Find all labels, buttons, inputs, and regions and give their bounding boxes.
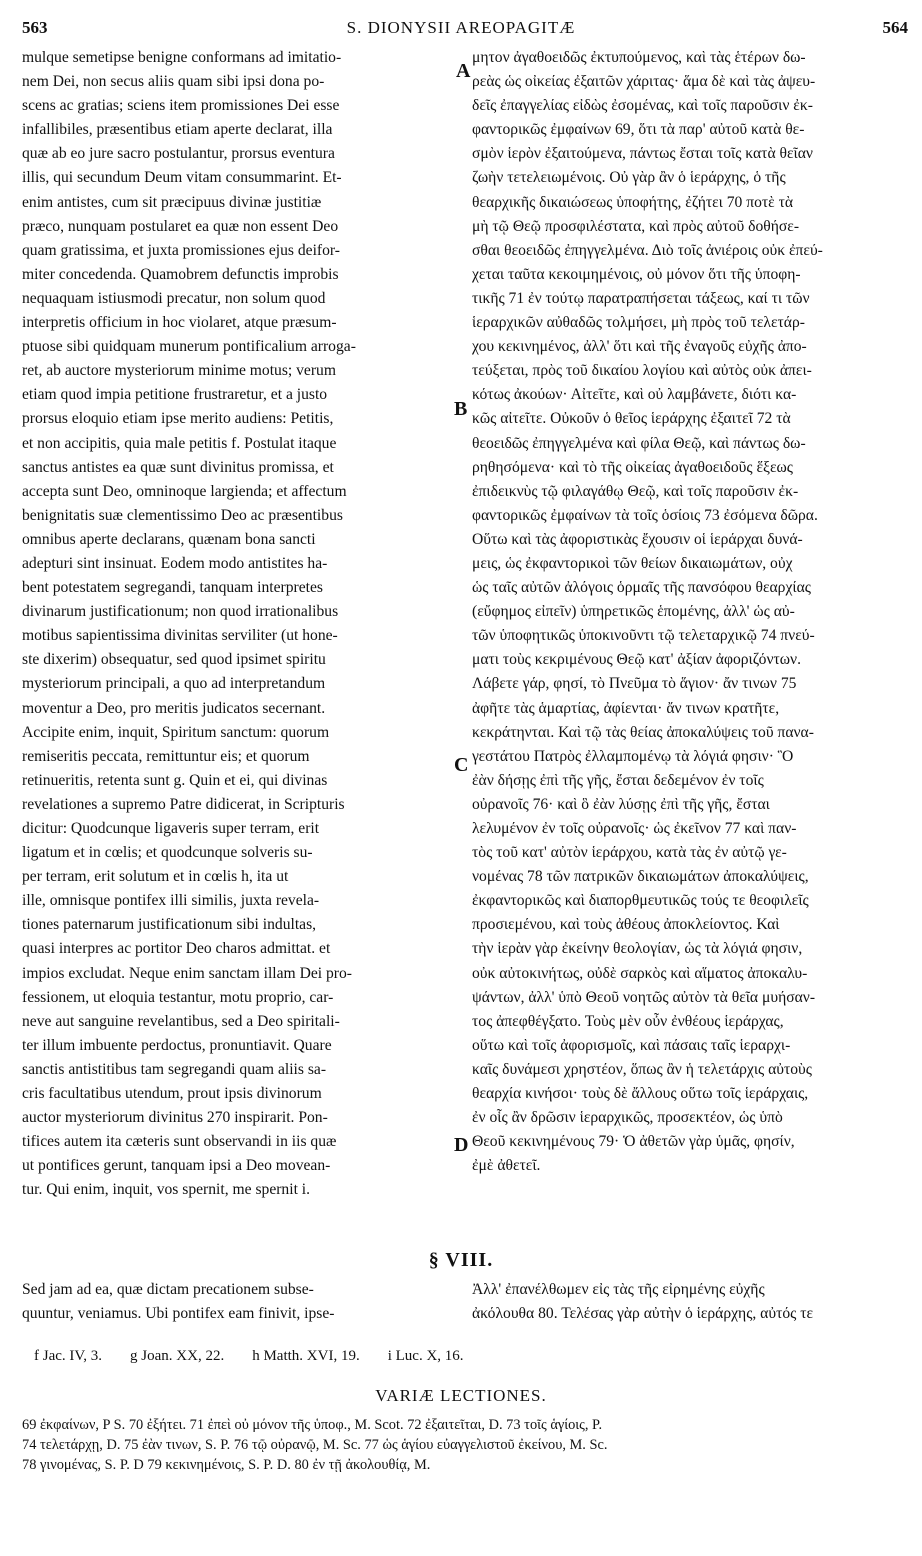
greek-text-line: προσιεμένου, καὶ τοὺς ἀθέους ἀποκλείοντος. Καὶ: [472, 916, 780, 934]
latin-text-line: mulque semetipse benigne conformans ad imitatio-: [22, 49, 342, 66]
latin-text-line: fessionem, ut eloquia testantur, motu proprio, car-: [22, 988, 334, 1006]
greek-text-line: ψάντων, ἀλλ' ὑπὸ Θεοῦ νοητῶς αὐτὸν τὰ θεῖα μυήσαν-: [472, 988, 816, 1006]
greek-text-line: γεστάτου Πατρὸς ἐλλαμπομένῳ τὰ λόγιά φησιν· Ὃ: [472, 747, 794, 765]
greek-text-line: τὴν ἱερὰν γὰρ ἐκείνην θεολογίαν, ὡς τὰ λόγιά φησιν,: [472, 940, 803, 958]
variant-reading-line: 69 ἐκφαίνων, P S. 70 ἐξήτει. 71 ἐπεὶ οὐ μόνον τῆς ὑποφ., M. Scot. 72 ἐξαιτεῖται, D. 73 τοῖς ἁγίοις, P.: [22, 1417, 603, 1433]
latin-text-line: revelationes a supremo Patre didicerat, in Scripturis: [22, 795, 345, 813]
latin-text-line: ste dixerim) obsequatur, sed quod ipsimet spiritu: [22, 651, 326, 669]
greek-text-line: ρηθησόμενα· καὶ τὸ τῆς οἰκείας ἀγαθοειδοῦς ἕξεως: [472, 458, 793, 476]
latin-text-line: benignitatis suæ clementissimo Deo ac præsentibus: [22, 506, 343, 524]
greek-text-line: φαντορικῶς ἐμφαίνων τὰ τοῖς ὁσίοις 73 ἐσόμενα δῶρα.: [472, 506, 818, 524]
greek-text-line: κῶς αἰτεῖτε. Οὐκοῦν ὁ θεῖος ἱεράρχης ἐξαιτεῖ 72 τὰ: [472, 410, 791, 428]
latin-text-line: etiam quod impia petitione frustraretur, et a justo: [22, 386, 328, 404]
latin-text-line: motibus sapientissima divinitas serviliter (ut hone-: [22, 627, 338, 645]
variae-lectiones: [22, 1415, 912, 1475]
latin-text-line: mysteriorum principali, a quo ad interpretandum: [22, 675, 326, 693]
greek-text-line: νομένας 78 τῶν πατρικῶν δικαιωμάτων ἀποκαλύψεις,: [472, 868, 809, 886]
greek-text-line: ἐμὲ ἀθετεῖ.: [472, 1157, 541, 1175]
greek-text-line: ματι τοὺς κεκριμένους Θεῷ κατ' ἀξίαν ἀφοριζόντων.: [472, 651, 801, 669]
latin-text-line: nequaquam istiusmodi precatur, non solum quod: [22, 289, 326, 307]
section-latin-line: quuntur, veniamus. Ubi pontifex eam finivit, ipse-: [22, 1305, 335, 1323]
latin-text-line: retinueritis, retenta sunt g. Quin et ei, qui divinas: [22, 771, 328, 789]
footnotes: [34, 1348, 492, 1365]
latin-text-line: adepturi sint insinuat. Eodem modo antistites ha-: [22, 554, 328, 572]
page-header: [0, 18, 922, 44]
margin-mark-d: D: [454, 1134, 469, 1156]
latin-text-line: ille, omnisque pontifex illi similis, juxta revela-: [22, 892, 320, 910]
latin-text-line: moventur a Deo, pro meritis judicatos secernant.: [22, 699, 326, 717]
greek-text-line: ἐκφαντορικῶς καὶ διαπορθμευτικῶς τούς τε θεοφιλεῖς: [472, 892, 809, 910]
greek-text-line: ὡς ταῖς αὐτῶν ἀλόγοις ὁρμαῖς τῆς πανσόφου θεαρχίας: [472, 579, 811, 597]
greek-text-line: ἱεραρχικῶν αὐθαδῶς τολμήσει, μὴ πρὸς τοῦ τελετάρ-: [472, 314, 805, 332]
footnote: h Matth. XVI, 19.: [252, 1348, 360, 1364]
greek-text-line: δεῖς ἐπαγγελίας εἰδὼς ἐσομένας, καὶ τοῖς παροῦσιν ἐκ-: [472, 97, 813, 115]
greek-text-line: τῶν ὑποφητικῶς ὑποκινοῦντι τῷ τελεταρχικῷ 74 πνεύ-: [472, 627, 815, 645]
greek-text-line: ἐπιδεικνὺς τῷ φιλαγάθῳ Θεῷ, καὶ τοῖς παροῦσιν ἐκ-: [472, 482, 799, 500]
margin-mark-b: B: [454, 398, 468, 420]
latin-text-line: et non accipitis, quia male petitis f. Postulat itaque: [22, 434, 337, 452]
latin-text-line: ter illum imbuente perdoctus, pronuntiavit. Quare: [22, 1036, 332, 1054]
latin-text-line: cris facultatibus utendum, prout ipsis divinorum: [22, 1085, 322, 1103]
variant-reading-line: 74 τελετάρχῃ, D. 75 ἐὰν τινων, S. P. 76 τῷ οὐρανῷ, M. Sc. 77 ὡς ἁγίου εὐαγγελιστοῦ ἐκείνου, M. Sc.: [22, 1437, 608, 1453]
latin-text-line: tur. Qui enim, inquit, vos spernit, me spernit i.: [22, 1181, 311, 1199]
section-latin-line: Sed jam ad ea, quæ dictam precationem subse-: [22, 1281, 314, 1298]
latin-text-line: tifices autem ita cæteris sunt observandi in iis quæ: [22, 1133, 337, 1151]
latin-column: [22, 46, 454, 1203]
greek-text-line: τικῆς 71 ἐν τούτῳ παρατραπήσεται τάξεως, καί τι τῶν: [472, 289, 810, 307]
section-heading: § VIII.: [428, 1249, 494, 1271]
latin-text-line: bent potestatem segregandi, tanquam interpretes: [22, 579, 323, 597]
greek-text-line: (εὔφημος εἰπεῖν) ὑπηρετικῶς ἑπομένης, ἀλλ' ὡς αὐ-: [472, 603, 795, 621]
latin-text-line: sanctus antistes ea quæ sunt divinitus promissa, et: [22, 458, 334, 476]
greek-text-line: οὕτω καὶ τοῖς ἀφορισμοῖς, καὶ πάσαις ταῖς ἱεραρχι-: [472, 1036, 791, 1054]
latin-text-line: per terram, erit solutum et in cœlis h, ita ut: [22, 868, 289, 886]
margin-mark-c: C: [454, 754, 469, 776]
latin-text-line: ptuose sibi quidquam munerum pontificalium arroga-: [22, 338, 356, 356]
footnote: i Luc. X, 16.: [387, 1348, 464, 1364]
greek-text-line: χεται ταῦτα κεκοιμημένοις, οὐ μόνον ὅτι τῆς ὑποφη-: [472, 265, 801, 283]
latin-text-line: prorsus eloquio etiam ipse merito audiens: Petitis,: [22, 410, 334, 428]
latin-text-line: quæ ab eo jure sacro postulantur, prorsus eventura: [22, 145, 335, 163]
greek-text-line: μὴ τῷ Θεῷ προσφιλέστατα, καὶ πρὸς αὐτοῦ δοθήσε-: [472, 217, 800, 235]
latin-text-line: divinarum justificationum; non quod irrationalibus: [22, 603, 339, 621]
latin-text-line: ret, ab auctore mysteriorum minime motus; verum: [22, 362, 336, 380]
greek-text-line: ἀφῆτε τὰς ἁμαρτίας, ἀφίενται· ἄν τινων κρατῆτε,: [472, 699, 780, 717]
greek-text-line: καῖς δυνάμεσι χρηστέον, ὅπως ἂν ἡ τελετάρχις αὐτοὺς: [472, 1060, 812, 1078]
greek-text-line: σθαι θεοειδῶς ἐπηγγελμένα. Διὸ τοῖς ἀνιέροις οὐκ ἐπεύ-: [472, 241, 823, 259]
greek-text-line: τὸς τοῦ κατ' αὐτὸν ἱεράρχου, κατὰ τὰς ἐν αὐτῷ γε-: [472, 844, 787, 862]
latin-text-line: quasi interpres ac portitor Deo charos admittat. et: [22, 940, 331, 958]
margin-mark-a: A: [456, 60, 471, 82]
greek-text-line: μεις, ὡς ἐκφαντορικοὶ τῶν θείων δικαιωμάτων, οὐχ: [472, 554, 793, 572]
greek-text-line: Λάβετε γάρ, φησί, τὸ Πνεῦμα τὸ ἅγιον· ἄν τινων 75: [472, 675, 797, 693]
greek-text-line: Οὕτω καὶ τὰς ἀφοριστικὰς ἔχουσιν οἱ ἱεράρχαι δυνά-: [472, 530, 803, 548]
greek-text-line: μητον ἀγαθοειδῶς ἐκτυπούμενος, καὶ τὰς ἑτέρων δω-: [472, 49, 806, 66]
greek-text-line: θεαρχικῆς δικαιώσεως ὑποφήτης, ἐζήτει 70 ποτὲ τὰ: [472, 193, 794, 211]
greek-text-line: ἐν οἷς ἂν δρῶσιν ἱεραρχικῶς, προσεκτέον, ὡς ὑπὸ: [472, 1109, 783, 1127]
greek-text-line: κεκράτηνται. Καὶ τῷ τὰς θείας ἀποκαλύψεις τοῦ πανα-: [472, 723, 814, 741]
footnote: f Jac. IV, 3.: [34, 1348, 103, 1364]
latin-text-line: impios excludat. Neque enim sanctam illam Dei pro-: [22, 964, 352, 982]
greek-text-line: κότως ἀκούων· Αἰτεῖτε, καὶ οὐ λαμβάνετε, διότι κα-: [472, 386, 797, 404]
latin-text-line: tiones paternarum justificationum sibi indultas,: [22, 916, 317, 934]
greek-text-line: χου κεκινημένος, ἀλλ' ὅτι καὶ τῆς ἐναγοῦς εὐχῆς ἀπο-: [472, 338, 807, 356]
latin-text-line: neve aut sanguine revelantibus, sed a Deo spiritali-: [22, 1012, 340, 1030]
running-title: S. DIONYSII AREOPAGITÆ: [346, 18, 576, 37]
greek-text-line: οὐκ αὐτοκινήτως, οὐδὲ σαρκὸς καὶ αἵματος ἀποκαλυ-: [472, 964, 808, 982]
greek-text-line: τεύξεται, πρὸς τοῦ δικαίου λογίου καὶ αὐτὸς οὐκ ἀπει-: [472, 362, 812, 380]
latin-text-line: auctor mysteriorum divinitus 270 inspirarit. Pon-: [22, 1109, 328, 1127]
latin-text-line: remiseritis peccata, remittuntur eis; et quorum: [22, 747, 310, 765]
latin-text-line: quam gratissima, et juxta promissiones ejus deifor-: [22, 241, 340, 259]
greek-text-line: λελυμένον ἐν τοῖς οὐρανοῖς· ὡς ἐκεῖνον 77 καὶ παν-: [472, 820, 797, 837]
greek-text-line: ζωὴν τετελειωμένοις. Οὐ γὰρ ἂν ὁ ἱεράρχης, ὁ τῆς: [472, 169, 786, 187]
variant-reading-line: 78 γινομένας, S. P. D 79 κεκινημένοις, S. P. D. 80 ἐν τῇ ἀκολουθίᾳ, M.: [22, 1457, 431, 1473]
greek-text-line: Θεοῦ κεκινημένους 79· Ὁ ἀθετῶν γὰρ ὑμᾶς, φησίν,: [472, 1133, 795, 1151]
section-greek-line: ἀκόλουθα 80. Τελέσας γὰρ αὐτὴν ὁ ἱεράρχης, αὐτός τε: [472, 1305, 814, 1323]
greek-text-line: ρεὰς ὡς οἰκείας ἐξαιτῶν χάριτας· ἅμα δὲ καὶ τὰς ἀψευ-: [472, 73, 816, 91]
section-greek-text: [472, 1278, 908, 1326]
greek-text-line: ἐὰν δήσῃς ἐπὶ τῆς γῆς, ἔσται δεδεμένον ἐν τοῖς: [472, 771, 764, 789]
greek-text-line: θεοειδῶς ἐπηγγελμένα καὶ φίλα Θεῷ, καὶ πάντως δω-: [472, 434, 806, 452]
greek-text-line: τος ἀπεφθέγξατο. Τοὺς μὲν οὖν ἐνθέους ἱεράρχας,: [472, 1012, 784, 1030]
latin-text-line: infallibiles, præsentibus etiam aperte declarat, illa: [22, 121, 333, 139]
greek-text-line: θεαρχία κινήσοι· τοὺς δὲ ἄλλους οὕτω τοῖς ἱεράρχαις,: [472, 1085, 809, 1103]
greek-column: [472, 46, 908, 1178]
latin-text-line: scens ac gratias; sciens item promissiones Dei esse: [22, 97, 340, 115]
variae-lectiones-title: VARIÆ LECTIONES.: [375, 1386, 547, 1405]
latin-text-line: illis, qui secundum Deum vitam consummarint. Et-: [22, 169, 342, 187]
page-number-right: 564: [882, 18, 908, 37]
latin-text-line: accepta sunt Deo, omninoque largienda; et affectum: [22, 482, 347, 500]
section-greek-line: Ἀλλ' ἐπανέλθωμεν εἰς τὰς τῆς εἰρημένης εὐχῆς: [472, 1281, 765, 1298]
latin-text-line: Accipite enim, inquit, Spiritum sanctum: quorum: [22, 723, 330, 741]
footnote: g Joan. XX, 22.: [130, 1348, 225, 1364]
greek-text-line: σμὸν ἱερὸν ἐξαιτούμενα, πάντως ἔσται τοῖς κατὰ θεῖαν: [472, 145, 813, 163]
latin-text-line: præco, nunquam postularet ea quæ non essent Deo: [22, 217, 339, 235]
latin-text-line: nem Dei, non secus aliis quam sibi ipsi dona po-: [22, 73, 325, 91]
latin-text-line: dicitur: Quodcunque ligaveris super terram, erit: [22, 820, 320, 837]
latin-text-line: ut pontifices gerunt, tanquam ipsi a Deo movean-: [22, 1157, 331, 1175]
latin-text-line: miter concedenda. Quamobrem defunctis improbis: [22, 265, 339, 283]
greek-text-line: φαντορικῶς ἐμφαίνων 69, ὅτι τὰ παρ' αὐτοῦ κατὰ θε-: [472, 121, 805, 139]
greek-text-line: οὐρανοῖς 76· καὶ ὃ ἐὰν λύσῃς ἐπὶ τῆς γῆς, ἔσται: [472, 795, 770, 813]
latin-text-line: enim antistes, cum sit præcipuus divinæ justitiæ: [22, 193, 322, 211]
section-latin-text: [22, 1278, 462, 1326]
latin-text-line: ligatum et in cœlis; et quodcunque solveris su-: [22, 844, 313, 862]
page-number-left: 563: [22, 18, 48, 37]
latin-text-line: omnibus aperte declarans, quænam bona sancti: [22, 530, 316, 548]
latin-text-line: interpretis officium in hoc violaret, atque præsum-: [22, 314, 337, 332]
latin-text-line: sanctis antistitibus tam segregandi quam aliis sa-: [22, 1060, 327, 1078]
